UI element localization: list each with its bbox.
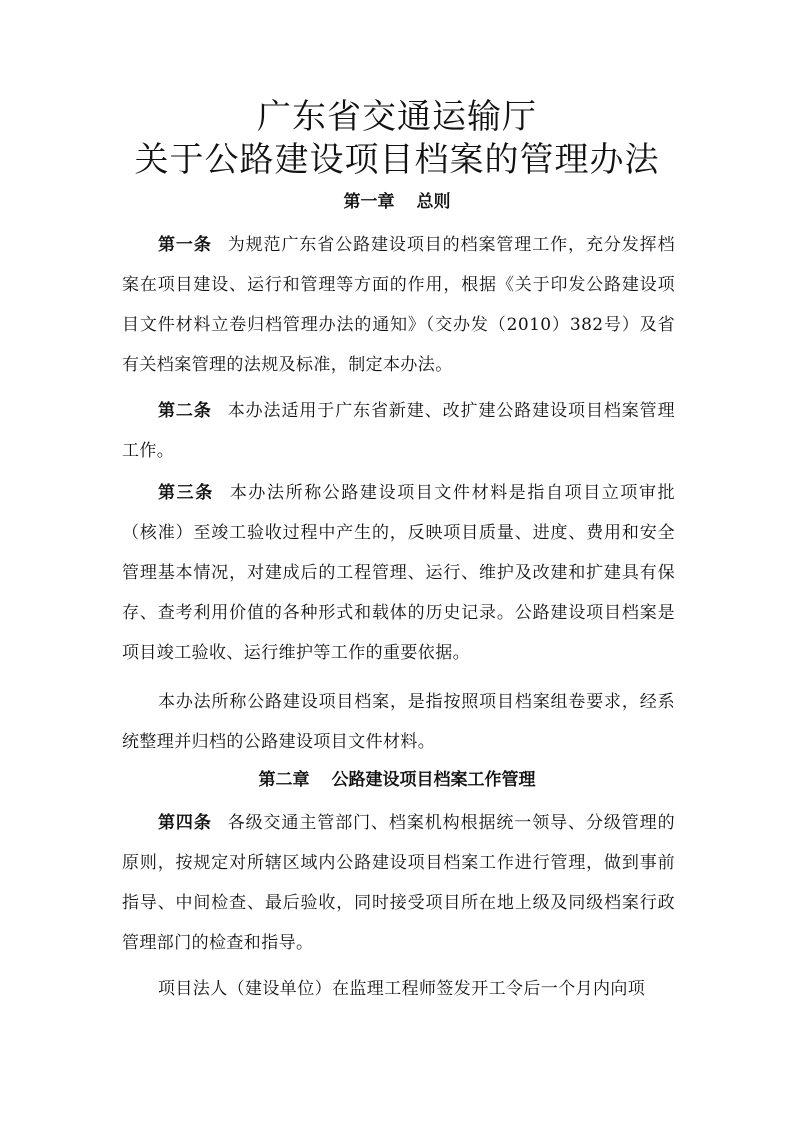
article-number: 第四条 (158, 813, 212, 833)
paragraph (122, 969, 675, 1009)
article-paragraph (122, 391, 675, 471)
paragraph-text: 项目法人（建设单位）在监理工程师签发开工令后一个月内向项 (158, 979, 646, 999)
chapter-heading-1 (0, 190, 794, 214)
article-number: 第二条 (158, 401, 212, 421)
chapter-name: 公路建设项目档案工作管理 (331, 770, 536, 790)
article-text: 各级交通主管部门、档案机构根据统一领导、分级管理的原则，按规定对所辖区域内公路建设项目档案工作进行管理，做到事前指导、中间检查、最后验收，同时接受项目所在地上级及同级档案行政管理部门的检查和指导。 (122, 813, 675, 953)
paragraph-text: 本办法所称公路建设项目档案，是指按照项目档案组卷要求，经系统整理并归档的公路建设项目文件材料。 (122, 692, 675, 752)
article-paragraph (122, 225, 675, 385)
chapter-heading-2 (0, 768, 794, 792)
article-number: 第一条 (158, 235, 212, 255)
article-text: 为规范广东省公路建设项目的档案管理工作，充分发挥档案在项目建设、运行和管理等方面的作用，根据《关于印发公路建设项目文件材料立卷归档管理办法的通知》（交办发（2010）382号）及省有关档案管理的法规及标准，制定本办法。 (122, 235, 675, 375)
document-title-line-1: 广东省交通运输厅 (257, 97, 537, 137)
article-text: 本办法适用于广东省新建、改扩建公路建设项目档案管理工作。 (122, 401, 675, 461)
article-text: 本办法所称公路建设项目文件材料是指自项目立项审批（核准）至竣工验收过程中产生的，反映项目质量、进度、费用和安全管理基本情况，对建成后的工程管理、运行、维护及改建和扩建具有保存、查考利用价值的各种形式和载体的历史记录。公路建设项目档案是项目竣工验收、运行维护等工作的重要依据。 (122, 483, 676, 663)
article-paragraph (122, 473, 675, 673)
article-paragraph (122, 803, 675, 963)
paragraph (122, 682, 675, 762)
document-title-line-2: 关于公路建设项目档案的管理办法 (134, 140, 660, 180)
article-number: 第三条 (158, 483, 214, 503)
chapter-number: 第二章 (258, 770, 310, 790)
chapter-name: 总则 (416, 192, 451, 212)
chapter-number: 第一章 (343, 192, 395, 212)
